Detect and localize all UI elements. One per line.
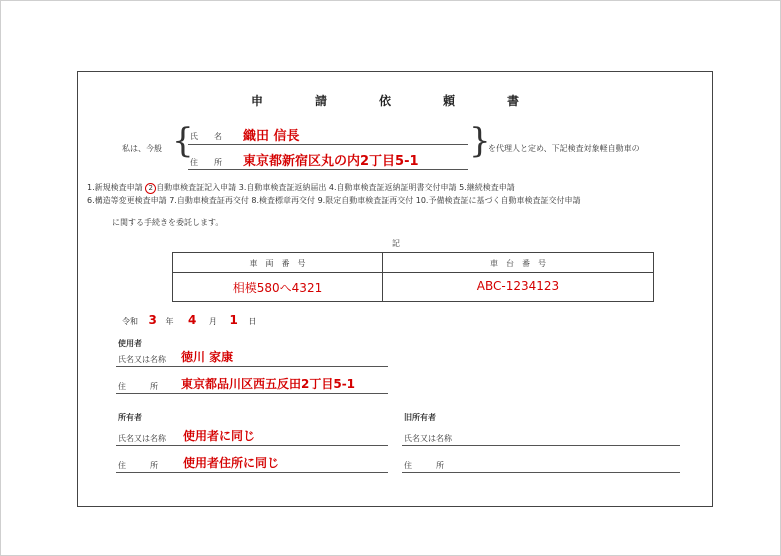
- date-day-unit: 日: [248, 317, 257, 326]
- agent-address-value[interactable]: 東京都新宿区丸の内2丁目5-1: [243, 154, 419, 169]
- owner-address-underline: [116, 472, 388, 473]
- procedure-8: 8.検査標章再交付: [251, 196, 316, 205]
- form-title: 申 請 依 頼 書: [250, 94, 539, 108]
- procedure-closing: に関する手続きを委託します。: [112, 218, 224, 227]
- application-form: [77, 71, 713, 507]
- left-brace-icon: {: [172, 121, 194, 161]
- user-name-label: 氏名又は名称: [118, 355, 166, 364]
- agent-name-label: 氏 名: [190, 132, 222, 141]
- owner-heading: 所有者: [118, 413, 142, 422]
- ki-label: 記: [392, 239, 400, 248]
- user-name-underline: [116, 366, 388, 367]
- former-owner-heading: 旧所有者: [404, 413, 436, 422]
- chassis-number-value[interactable]: ABC-1234123: [476, 279, 560, 293]
- procedure-4: 4.自動車検査証返納証明書交付申請: [328, 183, 457, 192]
- agent-address-underline: [188, 169, 468, 170]
- date-month[interactable]: 4: [188, 313, 197, 327]
- former-owner-name-label: 氏名又は名称: [404, 434, 452, 443]
- former-owner-address-label: 住 所: [404, 461, 444, 470]
- procedure-6: 6.構造等変更検査申請: [87, 196, 167, 205]
- agent-address-label: 住 所: [190, 158, 222, 167]
- user-address-value[interactable]: 東京都品川区西五反田2丁目5-1: [181, 377, 356, 391]
- owner-name-label: 氏名又は名称: [118, 434, 166, 443]
- procedure-1: 1.新規検査申請: [87, 183, 143, 192]
- former-owner-address-underline[interactable]: [402, 472, 680, 473]
- procedure-line-2: [87, 195, 580, 206]
- date-line: [122, 313, 256, 327]
- date-era: 令和: [122, 317, 138, 326]
- agent-name-value[interactable]: 織田 信長: [243, 129, 300, 144]
- procedure-5: 5.継続検査申請: [459, 183, 515, 192]
- right-brace-icon: }: [469, 121, 491, 161]
- procedure-2-circle[interactable]: 2: [145, 183, 156, 194]
- procedure-10: 10.予備検査証に基づく自動車検査証交付申請: [415, 196, 581, 205]
- procedure-3: 3.自動車検査証返納届出: [238, 183, 327, 192]
- procedure-line-1: [87, 182, 515, 194]
- former-owner-name-underline[interactable]: [402, 445, 680, 446]
- intro-prefix: 私は、今般: [122, 144, 162, 153]
- owner-address-label: 住 所: [118, 461, 158, 470]
- date-day[interactable]: 1: [229, 313, 238, 327]
- date-year[interactable]: 3: [148, 313, 157, 327]
- owner-name-value[interactable]: 使用者に同じ: [183, 429, 256, 443]
- chassis-number-header: 車 台 番 号: [490, 259, 546, 268]
- procedure-9: 9.限定自動車検査証再交付: [317, 196, 414, 205]
- user-address-underline: [116, 393, 388, 394]
- user-address-label: 住 所: [118, 382, 158, 391]
- procedure-2: 自動車検査証記入申請: [156, 183, 237, 192]
- date-month-unit: 月: [208, 317, 217, 326]
- owner-name-underline: [116, 445, 388, 446]
- user-name-value[interactable]: 徳川 家康: [181, 350, 234, 364]
- intro-suffix: を代理人と定め、下記検査対象軽自動車の: [488, 144, 640, 153]
- vehicle-table: [172, 252, 654, 302]
- agent-name-underline: [188, 144, 468, 145]
- owner-address-value[interactable]: 使用者住所に同じ: [183, 456, 280, 470]
- procedure-7: 7.自動車検査証再交付: [169, 196, 249, 205]
- user-heading: 使用者: [118, 339, 142, 348]
- vehicle-number-header: 車 両 番 号: [249, 259, 306, 268]
- vehicle-number-value[interactable]: 相模580へ4321: [232, 281, 323, 295]
- date-year-unit: 年: [165, 317, 174, 326]
